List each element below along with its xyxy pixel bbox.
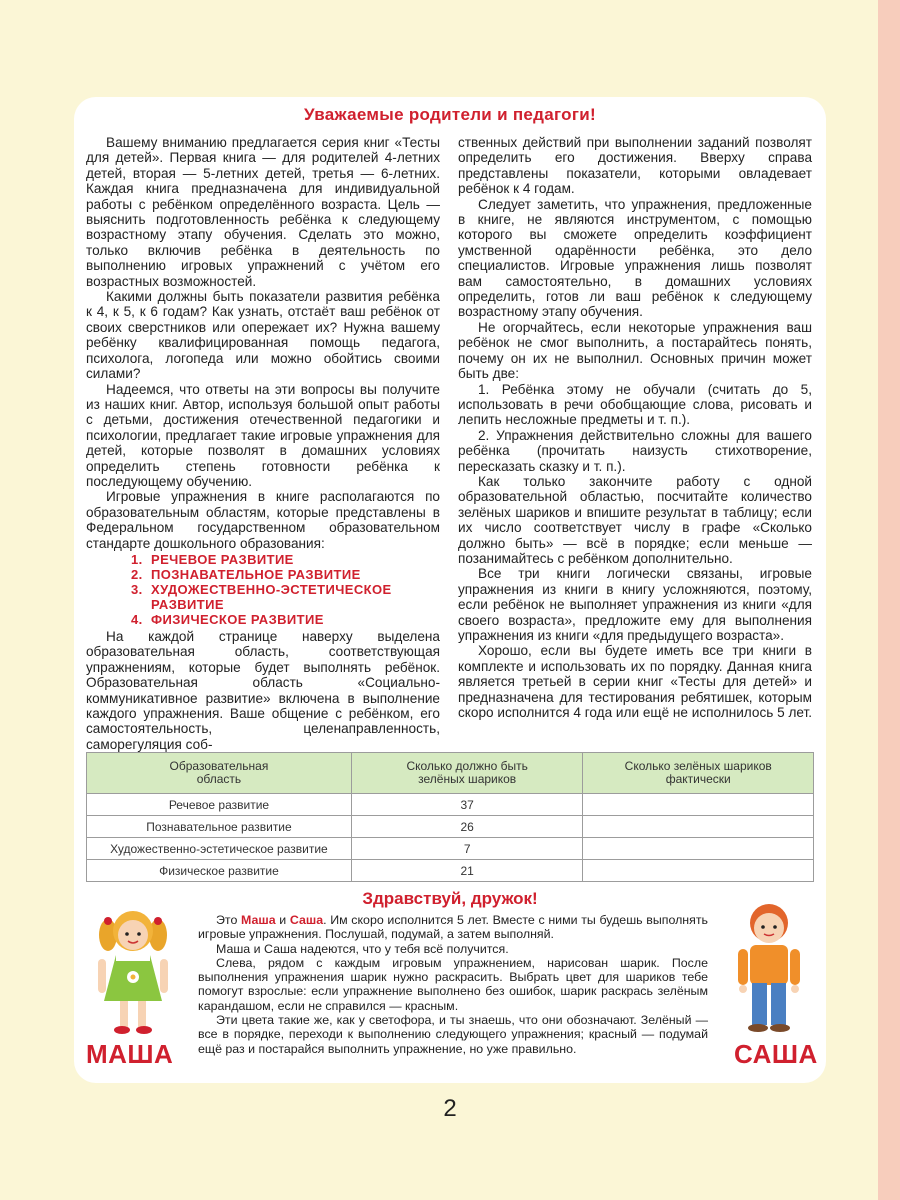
list-item <box>131 567 440 582</box>
paragraph: Эти цвета такие же, как у светофора, и ты знаешь, что они обозначают. Зелёный — все в порядке, переходи к выполнению следующего упражнения; красный — подумай ещё раз и постарайся выполнить упражнение, но уже правильно. <box>198 1013 708 1056</box>
text-span: и <box>275 913 290 927</box>
required-cell: 7 <box>351 838 583 860</box>
name-masha: Маша <box>241 913 276 927</box>
areas-list <box>131 552 440 627</box>
list-number: 1. <box>131 551 143 567</box>
area-cell: Художественно-эстетическое развитие <box>87 838 352 860</box>
table-row <box>87 794 814 816</box>
area-cell: Речевое развитие <box>87 794 352 816</box>
required-cell: 26 <box>351 816 583 838</box>
list-item <box>131 552 440 567</box>
right-column <box>458 135 812 720</box>
name-sasha: Саша <box>289 913 324 927</box>
page-heading: Уважаемые родители и педагоги! <box>304 105 596 124</box>
table-header: Образовательная область <box>87 753 352 794</box>
greeting-title: Здравствуй, дружок! <box>362 889 538 908</box>
side-strip <box>878 0 900 1200</box>
paragraph: Как только закончите работу с одной образовательной областью, посчитайте количество зелёных шариков и впишите результат в таблицу; если их число соответствует числу в графе «Сколько должно быть» — всё в порядке; если меньше — позанимайтесь с ребёнком дополнительно. <box>458 473 812 566</box>
list-item <box>131 582 440 612</box>
paragraph: Все три книги логически связаны, игровые упражнения из книги в книгу усложняются, поэтому, если ребёнок не выполняет упражнения из книги «для своего возраста», предложите ему для выполнения упражнения из книги «для предыдущего возраста». <box>458 566 812 643</box>
actual-cell[interactable] <box>583 860 814 882</box>
table-header: Сколько зелёных шариков фактически <box>583 753 814 794</box>
paragraph: Маша и Саша надеются, что у тебя всё получится. <box>216 941 509 956</box>
required-cell: 21 <box>351 860 583 882</box>
paragraph: 2. Упражнения действительно сложны для вашего ребёнка (прочитать наизусть стихотворение, пересказать сказку и т. п.). <box>458 427 812 474</box>
table-row <box>87 816 814 838</box>
table-header-row <box>87 753 814 794</box>
actual-cell[interactable] <box>583 816 814 838</box>
required-cell: 37 <box>351 794 583 816</box>
greeting-text <box>198 913 708 1056</box>
actual-cell[interactable] <box>583 838 814 860</box>
score-table <box>86 752 814 882</box>
paragraph: Игровые упражнения в книге располагаются по образовательным областям, которые представлены в Федеральном государственном образовательном стандарте дошкольного образования: <box>86 489 440 551</box>
paragraph: Вашему вниманию предлагается серия книг «Тесты для детей». Первая книга — для родителей 4-летних детей, вторая — 5-летних детей, третья — 6-летних. Каждая книга предназначена для индивидуальной работы с ребёнком определённого возраста. Цель — выяснить подготовленность ребёнка к следующему возрастному этапу обучения. Сделать это можно, только включив ребёнка в деятельность по выполнению игровых упражнений с учётом его возрастных возможностей. <box>86 135 440 289</box>
table-row <box>87 860 814 882</box>
area-cell: Физическое развитие <box>87 860 352 882</box>
paragraph <box>198 913 708 942</box>
sasha-label: САША <box>734 1039 818 1069</box>
paragraph: Следует заметить, что упражнения, предложенные в книге, не являются инструментом, с помощью которого вы сможете определить коэффициент умственной одарённости ребёнка, это дело специалистов. Игровые упражнения лишь позволят вам самостоятельно, в домашних условиях определить, готов ли ваш ребёнок к следующему возрастному этапу обучения. <box>458 196 812 320</box>
list-item <box>131 612 440 627</box>
paragraph: Какими должны быть показатели развития ребёнка к 4, к 5, к 6 годам? Как узнать, отстаёт ваш ребёнок от своих сверстников или опережает их? Нужна вашему ребёнку квалифицированная помощь педагога, психолога, логопеда или можно обойтись своими силами? <box>86 289 440 382</box>
sasha-illustration-icon <box>726 897 812 1037</box>
list-number: 4. <box>131 611 143 627</box>
list-text: ХУДОЖЕСТВЕННО-ЭСТЕТИЧЕСКОЕ РАЗВИТИЕ <box>151 581 392 612</box>
list-text: РЕЧЕВОЕ РАЗВИТИЕ <box>151 551 294 567</box>
list-text: ПОЗНАВАТЕЛЬНОЕ РАЗВИТИЕ <box>151 566 361 582</box>
page-number: 2 <box>443 1095 457 1122</box>
content-card <box>74 97 826 1083</box>
list-text: ФИЗИЧЕСКОЕ РАЗВИТИЕ <box>151 611 324 627</box>
table-header: Сколько должно быть зелёных шариков <box>351 753 583 794</box>
list-number: 2. <box>131 566 143 582</box>
paragraph: На каждой странице наверху выделена образовательная область, соответствующая упражнениям, которые будет выполнять ребёнок. Образовательная область «Социально-коммуникативное развитие» включена в выполнение каждого упражнения. Ваше общение с ребёнком, его самостоятельность, целенаправленность, саморегуляция соб- <box>86 628 440 752</box>
table-row <box>87 838 814 860</box>
text-span: . Им скоро исполнится 5 лет. Вместе с ними ты будешь выполнять игровые упражнения. Послушай, подумай, а затем выполняй. <box>198 913 708 942</box>
paragraph: Слева, рядом с каждым игровым упражнением, нарисован шарик. После выполнения упражнения шарик нужно раскрасить. Выбрать цвет для шариков тебе помогут взрослые: если упражнение выполнено без ошибок, шарик раскрась зелёным карандашом, если не справился — красным. <box>198 955 708 1013</box>
text-span: Это <box>216 913 242 927</box>
paragraph: Хорошо, если вы будете иметь все три книги в комплекте и использовать их по порядку. Данная книга является третьей в серии книг «Тесты для детей» и предназначена для тестирования ребятишек, которым скоро исполнится 4 года или ещё не исполнилось 5 лет. <box>458 643 812 721</box>
actual-cell[interactable] <box>583 794 814 816</box>
masha-label: МАША <box>86 1039 174 1069</box>
list-number: 3. <box>131 581 143 597</box>
paragraph: Надеемся, что ответы на эти вопросы вы получите из наших книг. Автор, используя большой опыт работы с детьми, достижения отечественной педагогики и психологии, предлагает такие игровые упражнения для детей, которые позволят в домашних условиях определить степень готовности ребёнка к последующему обучению. <box>86 381 440 489</box>
area-cell: Познавательное развитие <box>87 816 352 838</box>
masha-illustration-icon <box>88 903 178 1038</box>
paragraph: 1. Ребёнка этому не обучали (считать до 5, использовать в речи обобщающие слова, рисовать и лепить несложные предметы и т. п.). <box>458 381 812 428</box>
paragraph: ственных действий при выполнении заданий позволят определить его достижения. Вверху справа представлены показатели, которыми овладевает ребёнок к 4 годам. <box>458 135 812 197</box>
left-column <box>86 135 440 752</box>
paragraph: Не огорчайтесь, если некоторые упражнения ваш ребёнок не смог выполнить, а постарайтесь понять, почему он их не выполнил. Основных причин может быть две: <box>458 319 812 382</box>
